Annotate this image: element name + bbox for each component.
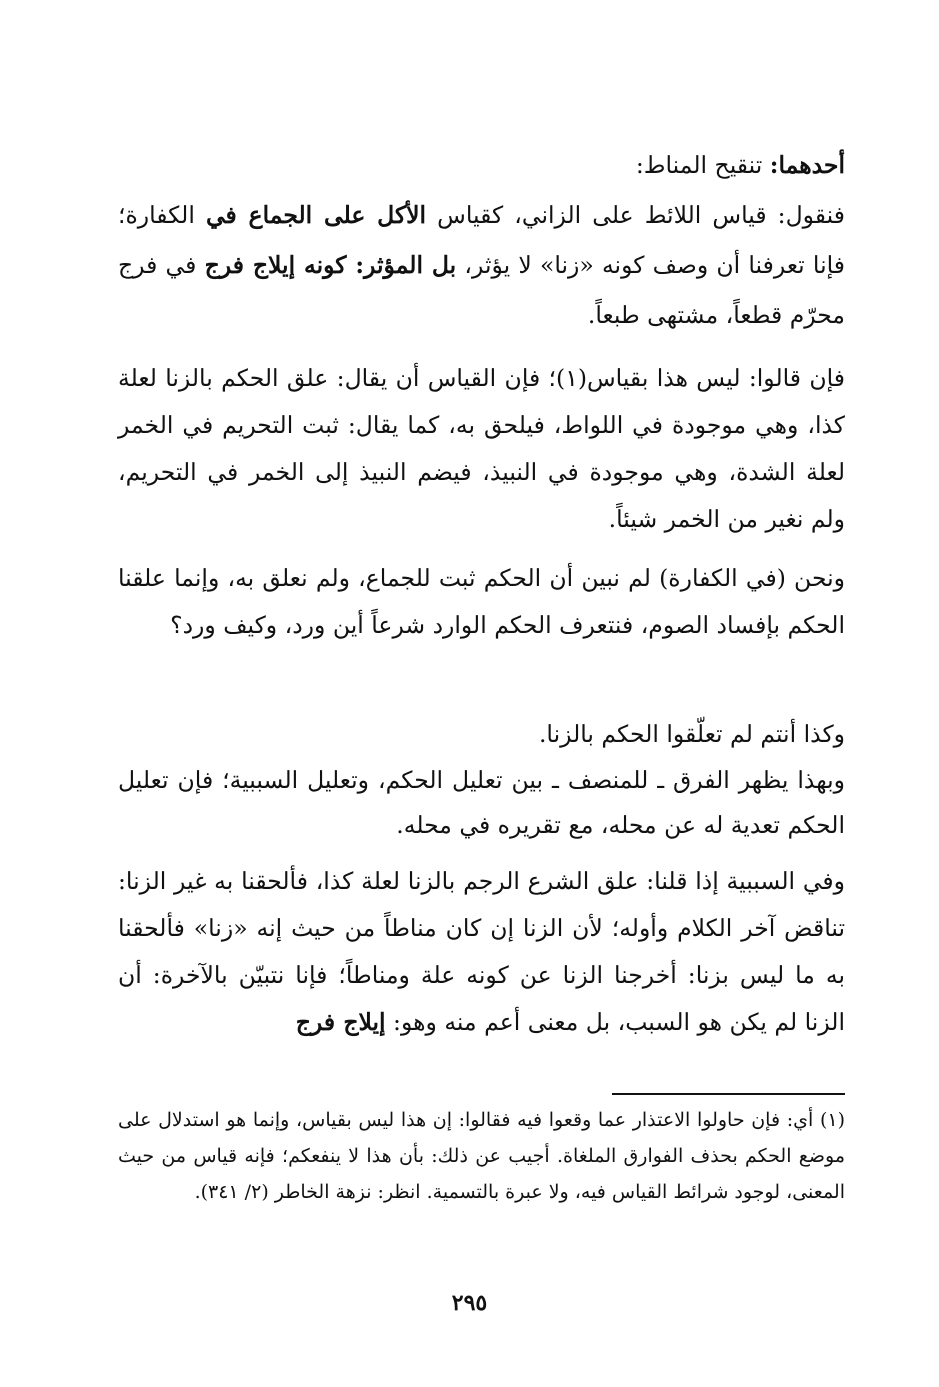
paragraph-response: ونحن (في الكفارة) لم نبين أن الحكم ثبت للجماع، ولم نعلق به، وإنما علقنا الحكم بإفساد الصوم، فنتعرف الحكم الوارد شرعاً أين ورد، وكيف ورد؟ bbox=[118, 564, 845, 639]
paragraph-objection: فإن قالوا: ليس هذا بقياس(١)؛ فإن القياس أن يقال: علق الحكم بالزنا لعلة كذا، وهي موجودة في اللواط، فيلحق به، كما يقال: ثبت التحريم في الخمر لعلة الشدة، وهي موجودة في النبيذ، فيضم النبيذ إلى الخمر في التحريم، ولم نغير من الخمر شيئاً. bbox=[118, 364, 845, 533]
qiyas-mid: الكفارة؛ فإنا تعرفنا أن وصف كونه «زنا» لا يؤثر، bbox=[118, 201, 846, 279]
sababiyya-bold: إيلاج فرج bbox=[295, 1008, 386, 1036]
footnote bbox=[118, 1102, 845, 1210]
footnote-text: أي: فإن حاولوا الاعتذار عما وقعوا فيه فقالوا: إن هذا ليس بقياس، وإنما هو استدلال على موضع الحكم بحذف الفوارق الملغاة. أجيب عن ذلك: بأن هذا لا ينفعكم؛ فإنه قياس من حيث المعنى، لوجود شرائط القياس فيه، ولا عبرة بالتسمية. انظر: نزهة الخاطر (٢/ ٣٤١). bbox=[118, 1109, 845, 1203]
heading-label: أحدهما: bbox=[769, 151, 845, 179]
qiyas-bold-1: الأكل على الجماع في bbox=[205, 201, 427, 229]
footnote-number: (١) bbox=[819, 1109, 845, 1131]
heading-title: تنقيح المناط: bbox=[635, 151, 770, 179]
paragraph-sababiyya bbox=[118, 858, 845, 1046]
qiyas-end: في فرج محرّم قطعاً، مشتهى طبعاً. bbox=[118, 251, 845, 329]
paragraph-qiyas bbox=[118, 190, 845, 340]
section-heading bbox=[118, 140, 845, 190]
sababiyya-text: وفي السببية إذا قلنا: علق الشرع الرجم بالزنا لعلة كذا، فألحقنا به غير الزنا: تناقض آخر الكلام وأوله؛ لأن الزنا إن كان مناطاً من حيث إنه «زنا» فألحقنا به ما ليس بزنا: أخرجنا الزنا عن كونه علة ومناطاً؛ فإنا نتبيّن بالآخرة: أن الزنا لم يكن هو السبب، بل معنى أعم منه وهو: bbox=[118, 867, 845, 1036]
page-number: ٢٩٥ bbox=[451, 1290, 488, 1316]
qiyas-bold-2: بل المؤثر: كونه إيلاج فرج bbox=[204, 251, 457, 279]
qiyas-intro: فنقول: قياس اللائط على الزاني، كقياس bbox=[426, 201, 845, 229]
paragraph-farq: وبهذا يظهر الفرق ـ للمنصف ـ بين تعليل الحكم، وتعليل السببية؛ فإن تعليل الحكم تعدية له عن محله، مع تقريره في محله. bbox=[118, 766, 845, 839]
footnote-divider bbox=[612, 1093, 845, 1095]
paragraph-kadha: وكذا أنتم لم تعلّقوا الحكم بالزنا. bbox=[538, 720, 845, 748]
